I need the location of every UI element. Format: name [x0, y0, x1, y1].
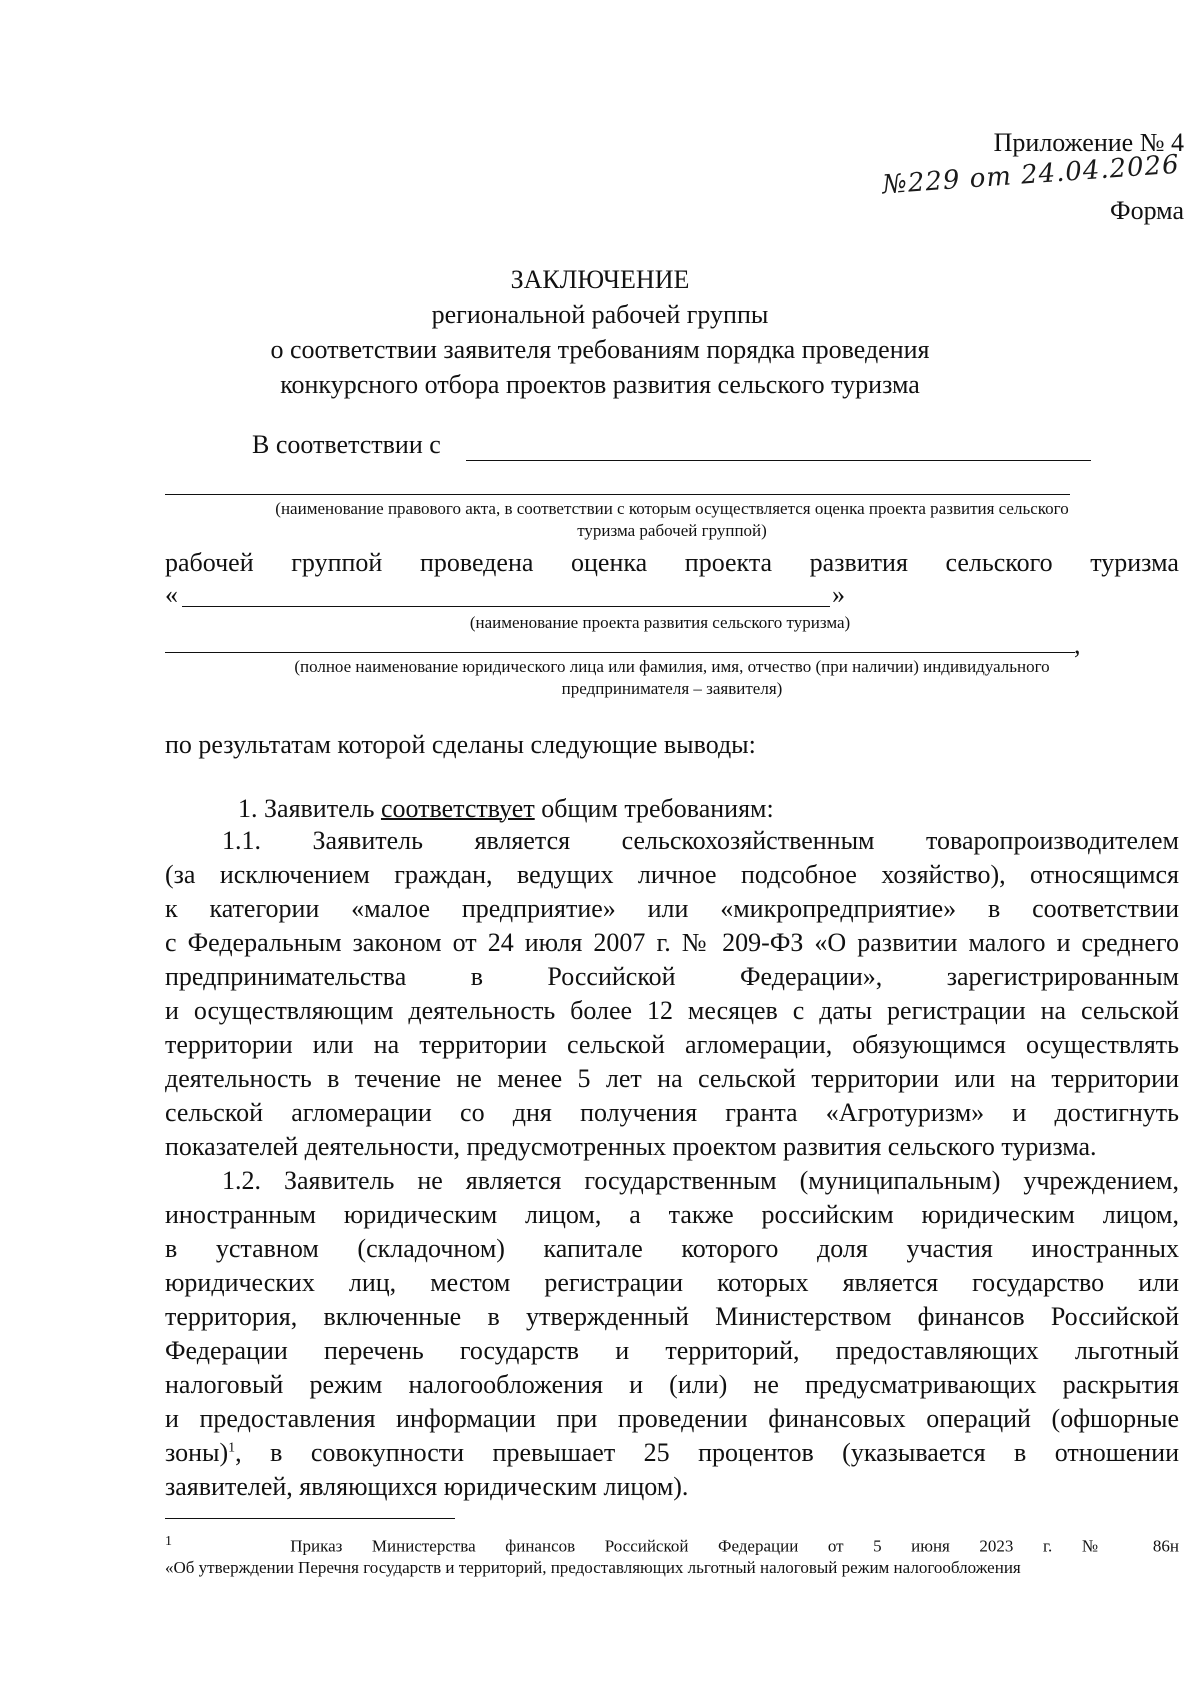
footnote-mark: 1 — [165, 1534, 172, 1549]
according-to-label: В соответствии с — [252, 430, 441, 459]
assessment-sentence — [165, 548, 1179, 578]
legal-act-caption-line-2: туризма рабочей группой) — [577, 521, 767, 540]
handwritten-note: №229 от 24.04.2026 — [881, 149, 1181, 201]
title-line-3: о соответствии заявителя требованиям порядка проведения — [270, 335, 930, 364]
applicant-comma: , — [1074, 630, 1081, 659]
title-line-2: региональной рабочей группы — [431, 300, 769, 329]
footnote-reference[interactable]: 1 — [228, 1440, 236, 1456]
word: рабочей — [165, 548, 254, 577]
legal-act-caption-line-1: (наименование правового акта, в соответствии с которым осуществляется оценка проекта развития сельского — [275, 499, 1069, 518]
form-label: Форма — [1110, 196, 1184, 225]
heading-prefix: 1. Заявитель — [238, 794, 381, 823]
p11-line: показателей деятельности, предусмотренных проектом развития сельского туризма. — [165, 1132, 1097, 1161]
applicant-caption-line-2: предпринимателя – заявителя) — [561, 679, 783, 698]
legal-act-blank-line-2 — [165, 494, 1070, 495]
p12-line: налоговый режим налогообложения и (или) не предусматривающих раскрытия — [165, 1370, 1179, 1399]
p12-line-9-rest: , в совокупности превышает 25 процентов (указывается в отношении — [235, 1438, 1179, 1467]
project-caption: (наименование проекта развития сельского туризма) — [469, 613, 851, 632]
p11-line: (за исключением граждан, ведущих личное подсобное хозяйство), относящимся — [165, 860, 1179, 889]
p11-line: предпринимательства в Российской Федерации», зарегистрированным — [165, 962, 1179, 991]
section-1-heading — [238, 794, 774, 824]
applicant-caption — [165, 656, 1179, 700]
p11-line: с Федеральным законом от 24 июля 2007 г. № 209-ФЗ «О развитии малого и среднего — [165, 928, 1179, 957]
footnote-text-1: Приказ Министерства финансов Российской Федерации от 5 июня 2023 г. № 86н — [290, 1536, 1180, 1556]
word: развития — [809, 548, 908, 577]
p12-line: иностранным юридическим лицом, а также российским юридическим лицом, — [165, 1200, 1179, 1229]
word: проведена — [419, 548, 534, 577]
heading-underlined: соответствует — [380, 794, 535, 823]
p11-line: и осуществляющим деятельность более 12 месяцев с даты регистрации на сельской — [165, 996, 1179, 1025]
offshore-zones-text: зоны) — [165, 1438, 229, 1467]
footnote-line-2: «Об утверждении Перечня государств и территорий, предоставляющих льготный налоговый режим налогообложения — [165, 1558, 1021, 1577]
p12-line: 1.2. Заявитель не является государственным (муниципальным) учреждением, — [222, 1166, 1179, 1195]
quote-close: » — [832, 580, 845, 609]
title-line-4: конкурсного отбора проектов развития сельского туризма — [280, 370, 920, 399]
p11-line: к категории «малое предприятие» или «микропредприятие» в соответствии — [165, 894, 1179, 923]
project-blank-line — [182, 606, 830, 607]
p11-line: 1.1. Заявитель является сельскохозяйственным товаропроизводителем — [222, 826, 1179, 855]
document-title — [0, 262, 1200, 402]
applicant-blank-line — [165, 652, 1075, 653]
p12-line-9 — [165, 1438, 1179, 1468]
applicant-caption-line-1: (полное наименование юридического лица или фамилия, имя, отчество (при наличии) индивидуального — [294, 657, 1050, 676]
title-line-1: ЗАКЛЮЧЕНИЕ — [510, 265, 690, 294]
footnote-separator — [165, 1518, 455, 1519]
p12-line: территория, включенные в утвержденный Министерством финансов Российской — [165, 1302, 1179, 1331]
legal-act-caption — [165, 498, 1179, 542]
quote-open: « — [165, 580, 178, 609]
p11-line: сельской агломерации со дня получения гранта «Агротуризм» и достигнуть — [165, 1098, 1179, 1127]
word: группой — [291, 548, 383, 577]
p11-line: деятельность в течение не менее 5 лет на сельской территории или на территории — [165, 1064, 1179, 1093]
p12-line: Федерации перечень государств и территорий, предоставляющих льготный — [165, 1336, 1179, 1365]
p12-line: в уставном (складочном) капитале которого доля участия иностранных — [165, 1234, 1179, 1263]
p11-line: территории или на территории сельской агломерации, обязующимся осуществлять — [165, 1030, 1179, 1059]
p12-line: и предоставления информации при проведении финансовых операций (офшорные — [165, 1404, 1179, 1433]
appendix-number: Приложение № 4 — [993, 128, 1184, 157]
word: туризма — [1090, 548, 1179, 577]
word: проекта — [684, 548, 773, 577]
legal-act-blank-line-1 — [466, 460, 1091, 461]
footnote-line-1 — [165, 1534, 1179, 1557]
p12-line: юридических лиц, местом регистрации которых является государство или — [165, 1268, 1179, 1297]
results-sentence: по результатам которой сделаны следующие выводы: — [165, 730, 756, 759]
word: сельского — [945, 548, 1053, 577]
word: оценка — [571, 548, 648, 577]
p12-line: заявителей, являющихся юридическим лицом). — [165, 1472, 689, 1501]
heading-suffix: общим требованиям: — [534, 794, 774, 823]
